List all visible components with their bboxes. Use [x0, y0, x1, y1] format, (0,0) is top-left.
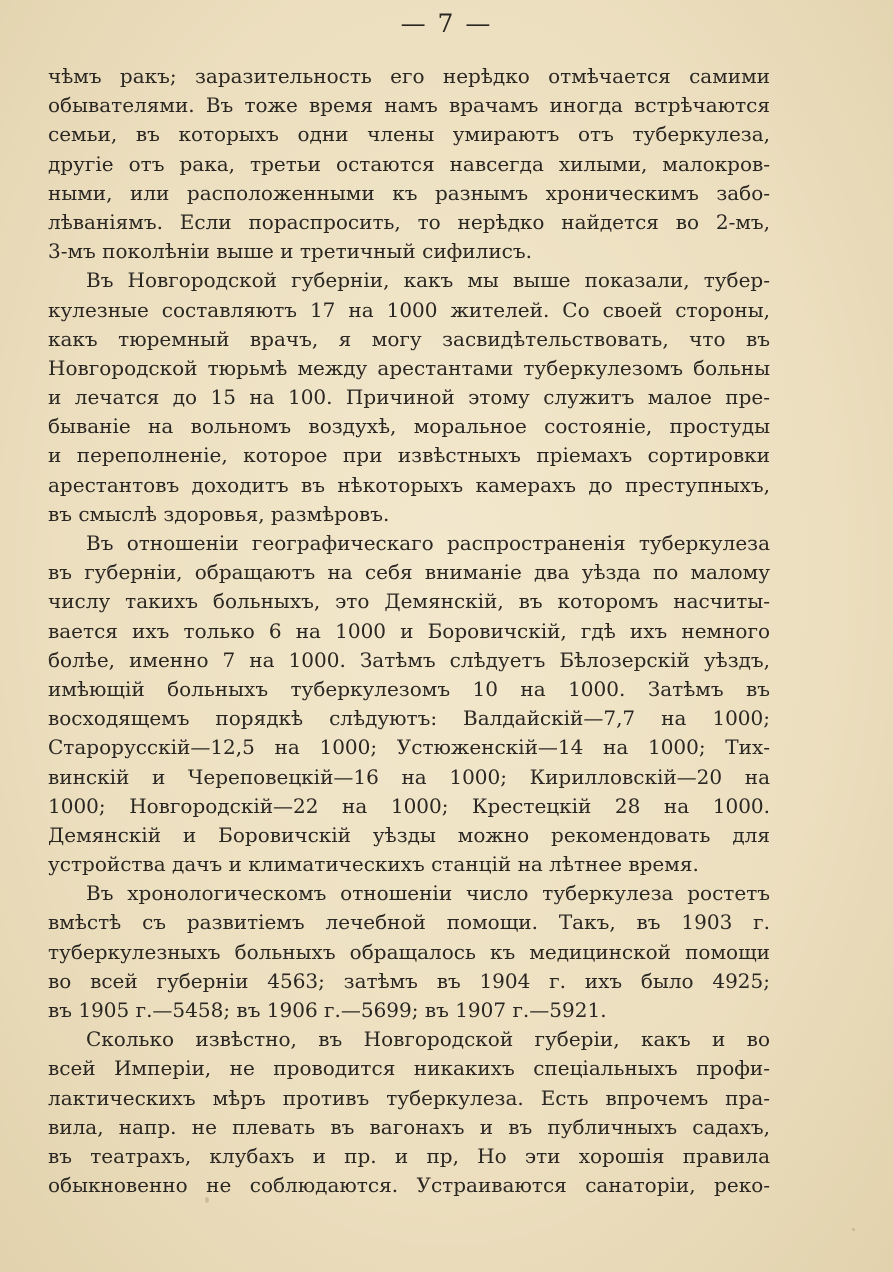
text-line: во всей губерніи 4563; затѣмъ въ 1904 г. ихъ было 4925;	[48, 968, 770, 993]
text-line: винскій и Череповецкій—16 на 1000; Кирилловскій—20 на	[48, 764, 770, 789]
page-number: — 7 —	[400, 9, 493, 38]
text-line: въ смыслѣ здоровья, размѣровъ.	[48, 501, 390, 526]
paragraph-1	[48, 62, 770, 266]
text-line: болѣе, именно 7 на 1000. Затѣмъ слѣдуетъ Бѣлозерскій уѣздъ,	[48, 647, 770, 672]
text-line: 1000; Новгородскій—22 на 1000; Крестецкій 28 на 1000.	[48, 793, 770, 818]
text-line: Сколько извѣстно, въ Новгородской губеріи, какъ и во	[86, 1027, 770, 1052]
text-line: семьи, въ которыхъ одни члены умираютъ отъ туберкулеза,	[48, 122, 770, 147]
text-line: Старорусскій—12,5 на 1000; Устюженскій—14 на 1000; Тих-	[48, 735, 770, 760]
text-line: въ губерніи, обращаютъ на себя вниманіе два уѣзда по малому	[48, 560, 770, 585]
text-line: ными, или расположенными къ разнымъ хроническимъ забо-	[48, 180, 770, 205]
text-line: вается ихъ только 6 на 1000 и Боровичскій, гдѣ ихъ немного	[48, 618, 770, 643]
text-line: Въ отношеніи географическаго распространенія туберкулеза	[86, 531, 770, 555]
text-line: въ театрахъ, клубахъ и пр. и пр, Но эти хорошія правила	[48, 1143, 770, 1168]
text-line: и переполненіе, которое при извѣстныхъ пріемахъ сортировки	[48, 443, 770, 468]
body-text	[48, 62, 770, 1200]
paragraph-5	[48, 1025, 770, 1200]
scan-speck	[205, 1197, 209, 1203]
text-line: Демянскій и Боровичскій уѣзды можно рекомендовать для	[48, 822, 770, 847]
text-line: въ 1905 г.—5458; въ 1906 г.—5699; въ 1907 г.—5921.	[48, 998, 607, 1022]
text-line: всей Имперіи, не проводится никакихъ спеціальныхъ профи-	[48, 1056, 770, 1081]
text-line: вмѣстѣ съ развитіемъ лечебной помощи. Такъ, въ 1903 г.	[48, 910, 770, 935]
text-line: какъ тюремный врачъ, я могу засвидѣтельствовать, что въ	[48, 326, 770, 351]
text-line: устройства дачъ и климатическихъ станцій на лѣтнее время.	[48, 852, 699, 877]
text-line: обывателями. Въ тоже время намъ врачамъ иногда встрѣчаются	[48, 93, 770, 118]
text-line: лѣваніямъ. Если пораспросить, то нерѣдко найдется во 2-мъ,	[48, 209, 770, 234]
text-line: арестантовъ доходитъ въ нѣкоторыхъ камерахъ до преступныхъ,	[48, 472, 770, 497]
scan-speck	[852, 1228, 855, 1231]
text-line: обыкновенно не соблюдаются. Устраиваются санаторіи, реко-	[48, 1173, 770, 1198]
paragraph-3	[48, 529, 770, 879]
text-line: восходящемъ порядкѣ слѣдуютъ: Валдайскій—7,7 на 1000;	[48, 706, 770, 731]
text-line: и лечатся до 15 на 100. Причиной этому служитъ малое пре-	[48, 385, 770, 410]
text-line: имѣющій больныхъ туберкулезомъ 10 на 1000. Затѣмъ въ	[48, 676, 770, 701]
text-line: Въ хронологическомъ отношеніи число туберкулеза ростетъ	[86, 881, 770, 906]
text-line: туберкулезныхъ больныхъ обращалось къ медицинской помощи	[48, 939, 770, 964]
text-line: 3-мъ поколѣніи выше и третичный сифилисъ.	[48, 239, 532, 264]
text-line: бываніе на вольномъ воздухѣ, моральное состояніе, простуды	[48, 414, 770, 439]
text-line: числу такихъ больныхъ, это Демянскій, въ которомъ насчиты-	[48, 589, 770, 614]
text-line: Въ Новгородской губерніи, какъ мы выше показали, тубер-	[86, 268, 770, 293]
text-line: другіе отъ рака, третьи остаются навсегда хилыми, малокров-	[48, 151, 770, 176]
text-line: вила, напр. не плевать въ вагонахъ и въ публичныхъ садахъ,	[48, 1114, 770, 1139]
text-line: Новгородской тюрьмѣ между арестантами туберкулезомъ больны	[48, 355, 770, 380]
text-line: кулезные составляютъ 17 на 1000 жителей. Со своей стороны,	[48, 297, 770, 322]
paragraph-4	[48, 879, 770, 1025]
text-line: чѣмъ ракъ; заразительность его нерѣдко отмѣчается самими	[48, 64, 770, 88]
paragraph-2	[48, 266, 770, 529]
text-line: лактическихъ мѣръ противъ туберкулеза. Есть впрочемъ пра-	[48, 1085, 770, 1110]
